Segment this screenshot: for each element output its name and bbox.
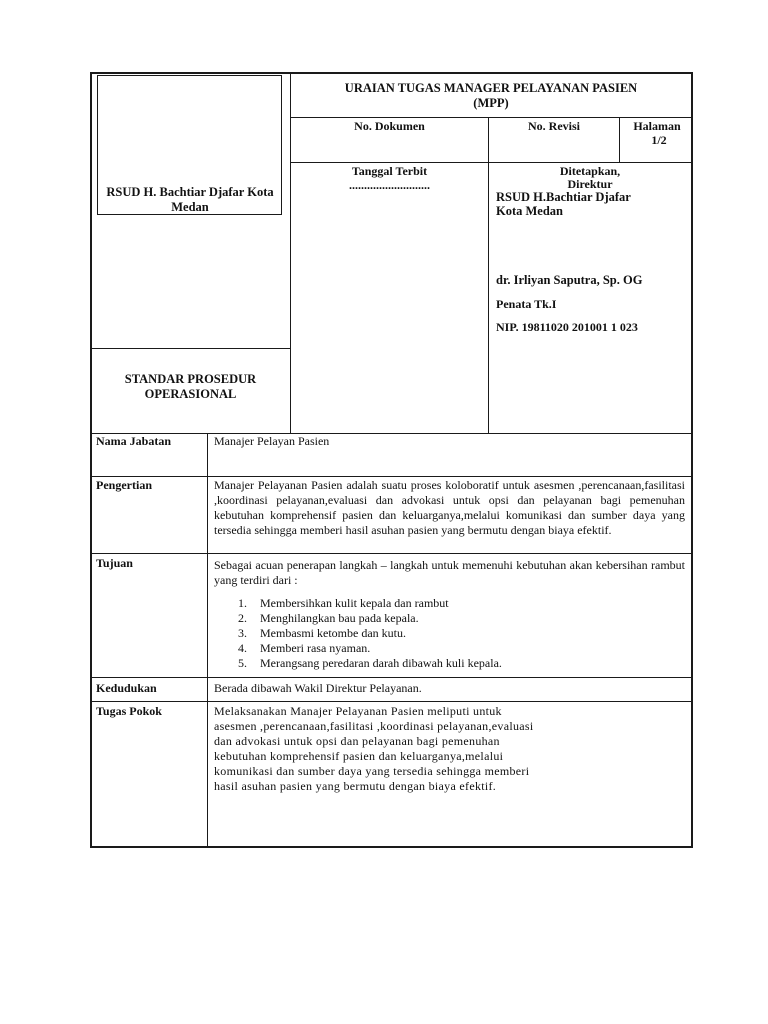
header-bottom-line	[90, 433, 693, 434]
nama-jabatan-label: Nama Jabatan	[96, 434, 172, 448]
row-sep-3	[90, 677, 693, 678]
kedudukan-label: Kedudukan	[96, 681, 157, 695]
row-sep-1	[90, 476, 693, 477]
tugas-pokok-line: asesmen ,perencanaan,fasilitasi ,koordinasi pelayanan,evaluasi	[214, 719, 534, 733]
signer-name: dr. Irliyan Saputra, Sp. OG	[496, 273, 643, 287]
frame-top	[90, 72, 693, 74]
halaman-label-text: Halaman	[633, 119, 681, 133]
logo-box-top	[97, 75, 282, 76]
frame-left	[90, 72, 92, 848]
header-hline-1	[290, 117, 693, 118]
direktur-hospital	[496, 190, 690, 218]
list-item-number: 5.	[238, 656, 247, 670]
no-dokumen-label: No. Dokumen	[354, 119, 425, 133]
document-title-line2: (MPP)	[473, 96, 509, 110]
list-item-number: 3.	[238, 626, 247, 640]
list-item-text: Menghilangkan bau pada kepala.	[260, 611, 419, 625]
no-revisi-label: No. Revisi	[528, 119, 580, 133]
sop-title-line1: STANDAR PROSEDUR	[124, 372, 257, 386]
header-divider-right	[619, 117, 620, 163]
document-title-line1: URAIAN TUGAS MANAGER PELAYANAN PASIEN	[344, 81, 638, 95]
tujuan-intro: Sebagai acuan penerapan langkah – langkah untuk memenuhi kebutuhan akan kebersihan rambut yang terdiri dari :	[214, 558, 685, 587]
halaman-value: 1/2	[651, 133, 667, 147]
tujuan-label: Tujuan	[96, 556, 133, 570]
kedudukan-value: Berada dibawah Wakil Direktur Pelayanan.	[214, 681, 422, 695]
list-item	[238, 611, 678, 626]
sop-hline	[90, 348, 291, 349]
frame-bottom	[90, 846, 693, 848]
tugas-pokok-value	[214, 704, 689, 794]
logo-box-right	[281, 75, 282, 215]
tanggal-terbit-value: ...........................	[349, 178, 430, 192]
row-sep-4	[90, 701, 693, 702]
pengertian-value: Manajer Pelayanan Pasien adalah suatu proses koloboratif untuk asesmen ,perencanaan,fasilitasi ,koordinasi pelayanan,evaluasi dan advokasi untuk opsi dan pelayanan bagi pemenuhan kebutuhan komprehensif pasien dan keluarganya,melalui komunikasi dan sumber daya yang tersedia sehingga memberi hasil asuhan pasien yang bermutu dengan biaya efektif.	[214, 478, 685, 537]
pengertian-label: Pengertian	[96, 478, 152, 492]
direktur-label: Direktur	[567, 177, 613, 191]
list-item	[238, 596, 678, 611]
tugas-pokok-line: kebutuhan komprehensif pasien dan keluarganya,melalui	[214, 749, 504, 763]
tugas-pokok-label: Tugas Pokok	[96, 704, 162, 718]
list-item	[238, 656, 678, 671]
halaman-label	[621, 119, 689, 147]
list-item-text: Membersihkan kulit kepala dan rambut	[260, 596, 449, 610]
list-item-number: 1.	[238, 596, 247, 610]
sop-title-line2: OPERASIONAL	[144, 387, 237, 401]
tugas-pokok-line: hasil asuhan pasien yang bermutu dengan biaya efektif.	[214, 779, 497, 793]
tanggal-terbit-label: Tanggal Terbit	[351, 164, 428, 178]
tugas-pokok-line: komunikasi dan sumber daya yang tersedia sehingga memberi	[214, 764, 530, 778]
direktur-hospital-line1: RSUD H.Bachtiar Djafar	[496, 190, 631, 204]
frame-right	[691, 72, 693, 848]
logo-box-left	[97, 75, 98, 215]
list-item-text: Merangsang peredaran darah dibawah kuli kepala.	[260, 656, 502, 670]
list-item	[238, 641, 678, 656]
tujuan-list	[238, 596, 678, 671]
hospital-name: RSUD H. Bachtiar Djafar Kota Medan	[106, 185, 274, 214]
header-divider-left	[290, 72, 291, 434]
list-item	[238, 626, 678, 641]
list-item-number: 4.	[238, 641, 247, 655]
ditetapkan-label: Ditetapkan,	[559, 164, 621, 178]
tugas-pokok-line: Melaksanakan Manajer Pelayanan Pasien meliputi untuk	[214, 704, 502, 718]
tugas-pokok-line: dan advokasi untuk opsi dan pelayanan bagi pemenuhan	[214, 734, 500, 748]
list-item-text: Memberi rasa nyaman.	[260, 641, 371, 655]
document-title	[292, 81, 690, 111]
body-divider	[207, 433, 208, 848]
direktur-hospital-line2: Kota Medan	[496, 204, 564, 218]
tanggal-terbit	[292, 164, 487, 192]
list-item-text: Membasmi ketombe dan kutu.	[260, 626, 406, 640]
row-sep-2	[90, 553, 693, 554]
sop-title	[92, 372, 289, 402]
header-divider-mid	[488, 117, 489, 434]
signer-rank: Penata Tk.I	[496, 297, 557, 311]
list-item-number: 2.	[238, 611, 247, 625]
header-hline-2	[290, 162, 693, 163]
signer-nip: NIP. 19811020 201001 1 023	[496, 320, 638, 334]
nama-jabatan-value: Manajer Pelayan Pasien	[214, 434, 330, 448]
